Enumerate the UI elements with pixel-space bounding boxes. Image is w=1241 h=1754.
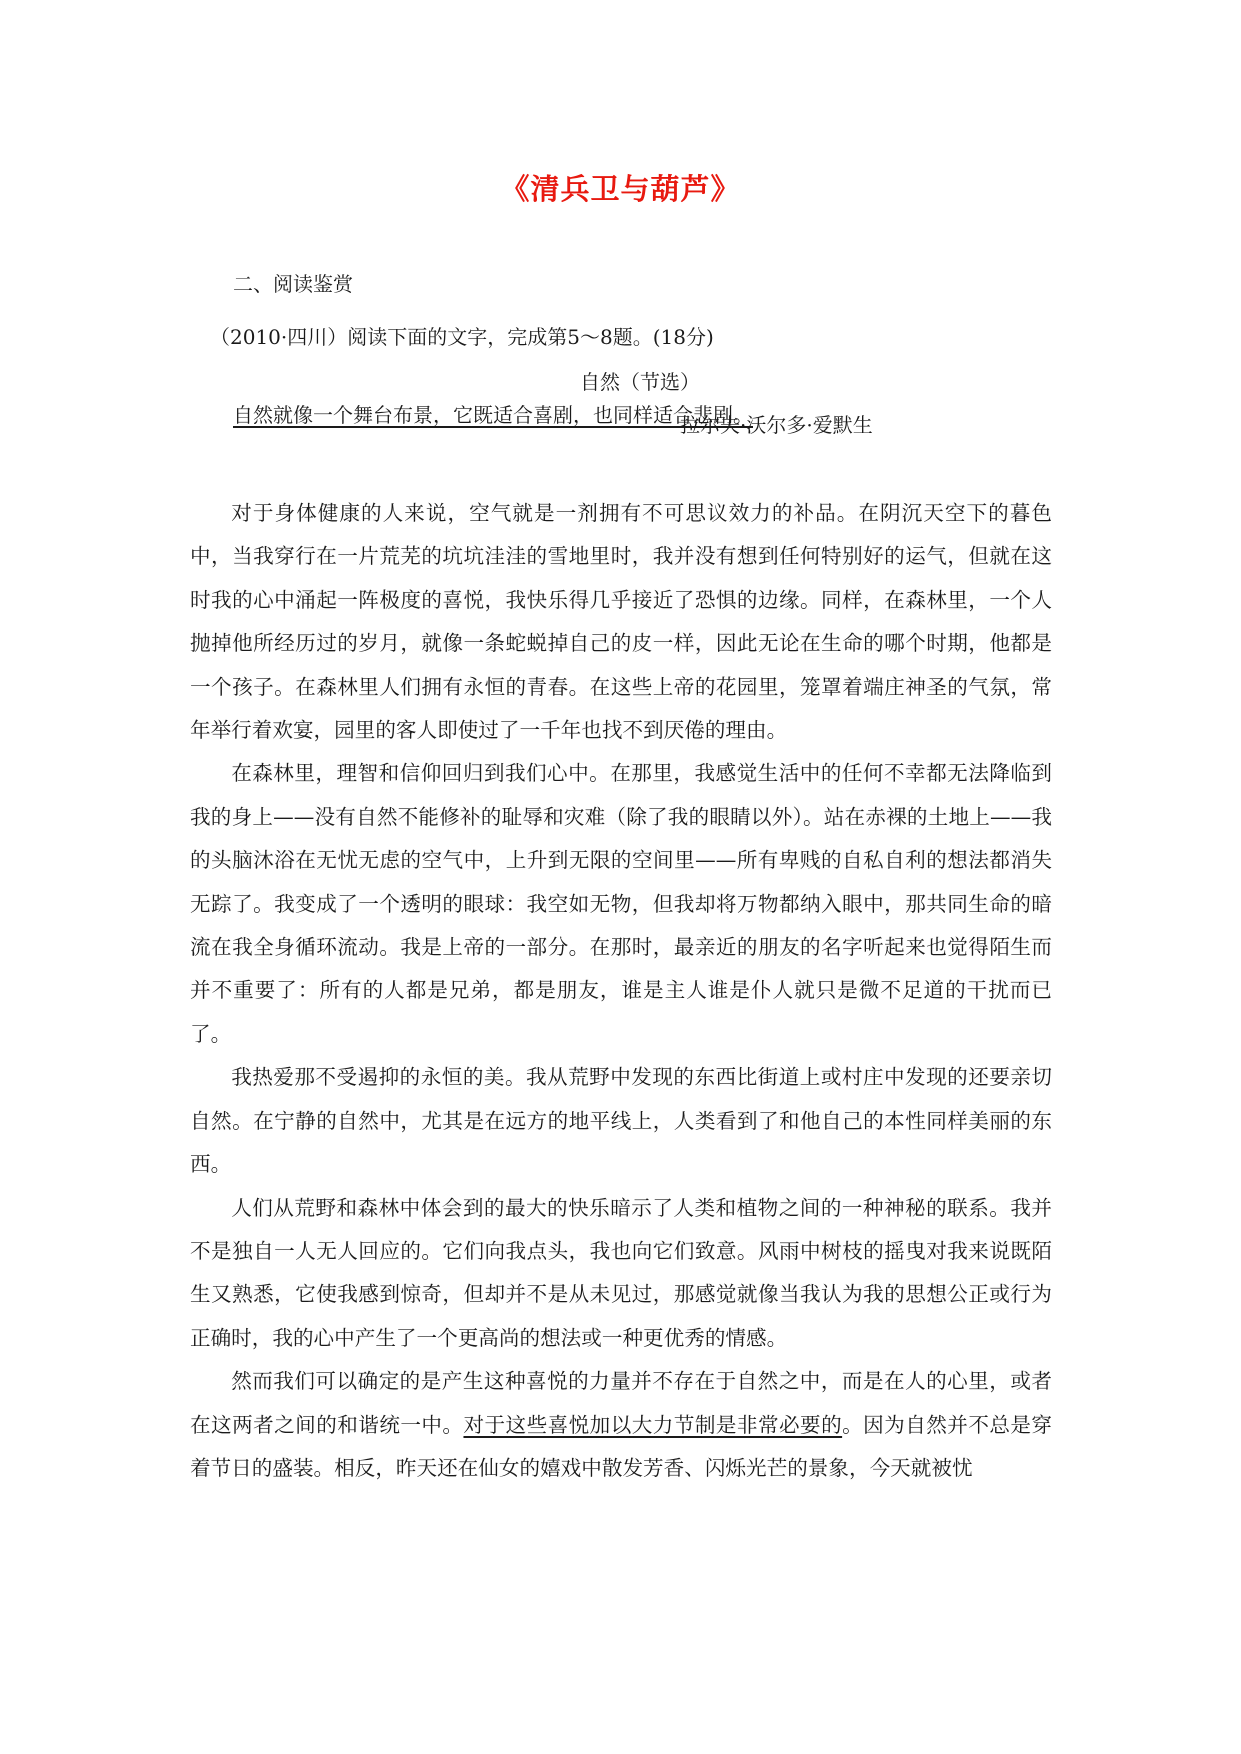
paragraph-text: 然而我们可以确定的是产生这种喜悦的力量并不存在于自然之中，而是在人的心里，或者在这两者之间的和谐统一中。: [190, 1369, 1052, 1437]
paragraph: 对于身体健康的人来说，空气就是一剂拥有不可思议效力的补品。在阴沉天空下的暮色中，当我穿行在一片荒芜的坑坑洼洼的雪地里时，我并没有想到任何特别好的运气，但就在这时我的心中涌起一阵极度的喜悦，我快乐得几乎接近了恐惧的边缘。同样，在森林里，一个人抛掉他所经历过的岁月，就像一条蛇蜕掉自己的皮一样，因此无论在生命的哪个时期，他都是一个孩子。在森林里人们拥有永恒的青春。在这些上帝的花园里，笼罩着端庄神圣的气氛，常年举行着欢宴，园里的客人即使过了一千年也找不到厌倦的理由。: [190, 501, 1052, 743]
document-title: 《清兵卫与葫芦》: [500, 172, 741, 206]
paragraph: 我热爱那不受遏抑的永恒的美。我从荒野中发现的东西比街道上或村庄中发现的还要亲切自然。在宁静的自然中，尤其是在远方的地平线上，人类看到了和他自己的本性同样美丽的东西。: [190, 1065, 1052, 1177]
paragraph: 人们从荒野和森林中体会到的最大的快乐暗示了人类和植物之间的一种神秘的联系。我并不是独自一人无人回应的。它们向我点头，我也向它们致意。风雨中树枝的摇曳对我来说既陌生又熟悉，它使我感到惊奇，但却并不是从未见过，那感觉就像当我认为我的思想公正或行为正确时，我的心中产生了一个更高尚的想法或一种更优秀的情感。: [190, 1195, 1052, 1350]
essay-title: 自然（节选）: [580, 370, 700, 394]
essay-author: 拉尔夫·沃尔多·爱默生: [680, 413, 873, 437]
underlined-opening-sentence: 自然就像一个舞台布景，它既适合喜剧，也同样适合悲剧。: [233, 403, 753, 427]
underlined-sentence: 对于这些喜悦加以大力节制是非常必要的: [463, 1412, 843, 1437]
question-source-line: （2010·四川）阅读下面的文字，完成第5～8题。(18分): [210, 325, 714, 349]
paragraph: 在森林里，理智和信仰回归到我们心中。在那里，我感觉生活中的任何不幸都无法降临到我的身上——没有自然不能修补的耻辱和灾难（除了我的眼睛以外）。站在赤裸的土地上——我的头脑沐浴在无忧无虑的空气中，上升到无限的空间里——所有卑贱的自私自利的想法都消失无踪了。我变成了一个透明的眼球：我空如无物，但我却将万物都纳入眼中，那共同生命的暗流在我全身循环流动。我是上帝的一部分。在那时，最亲近的朋友的名字听起来也觉得陌生而并不重要了：所有的人都是兄弟，都是朋友，谁是主人谁是仆人就只是微不足道的干扰而已了。: [190, 761, 1052, 1046]
essay-body: [190, 492, 1052, 1490]
paragraph-last: [190, 1360, 1052, 1490]
paragraph-text: 。因为自然并不总是穿着节日的盛装。相反，昨天还在仙女的嬉戏中散发芳香、闪烁光芒的景象，今天就被忧: [190, 1412, 1053, 1480]
section-heading: 二、阅读鉴赏: [233, 272, 353, 296]
